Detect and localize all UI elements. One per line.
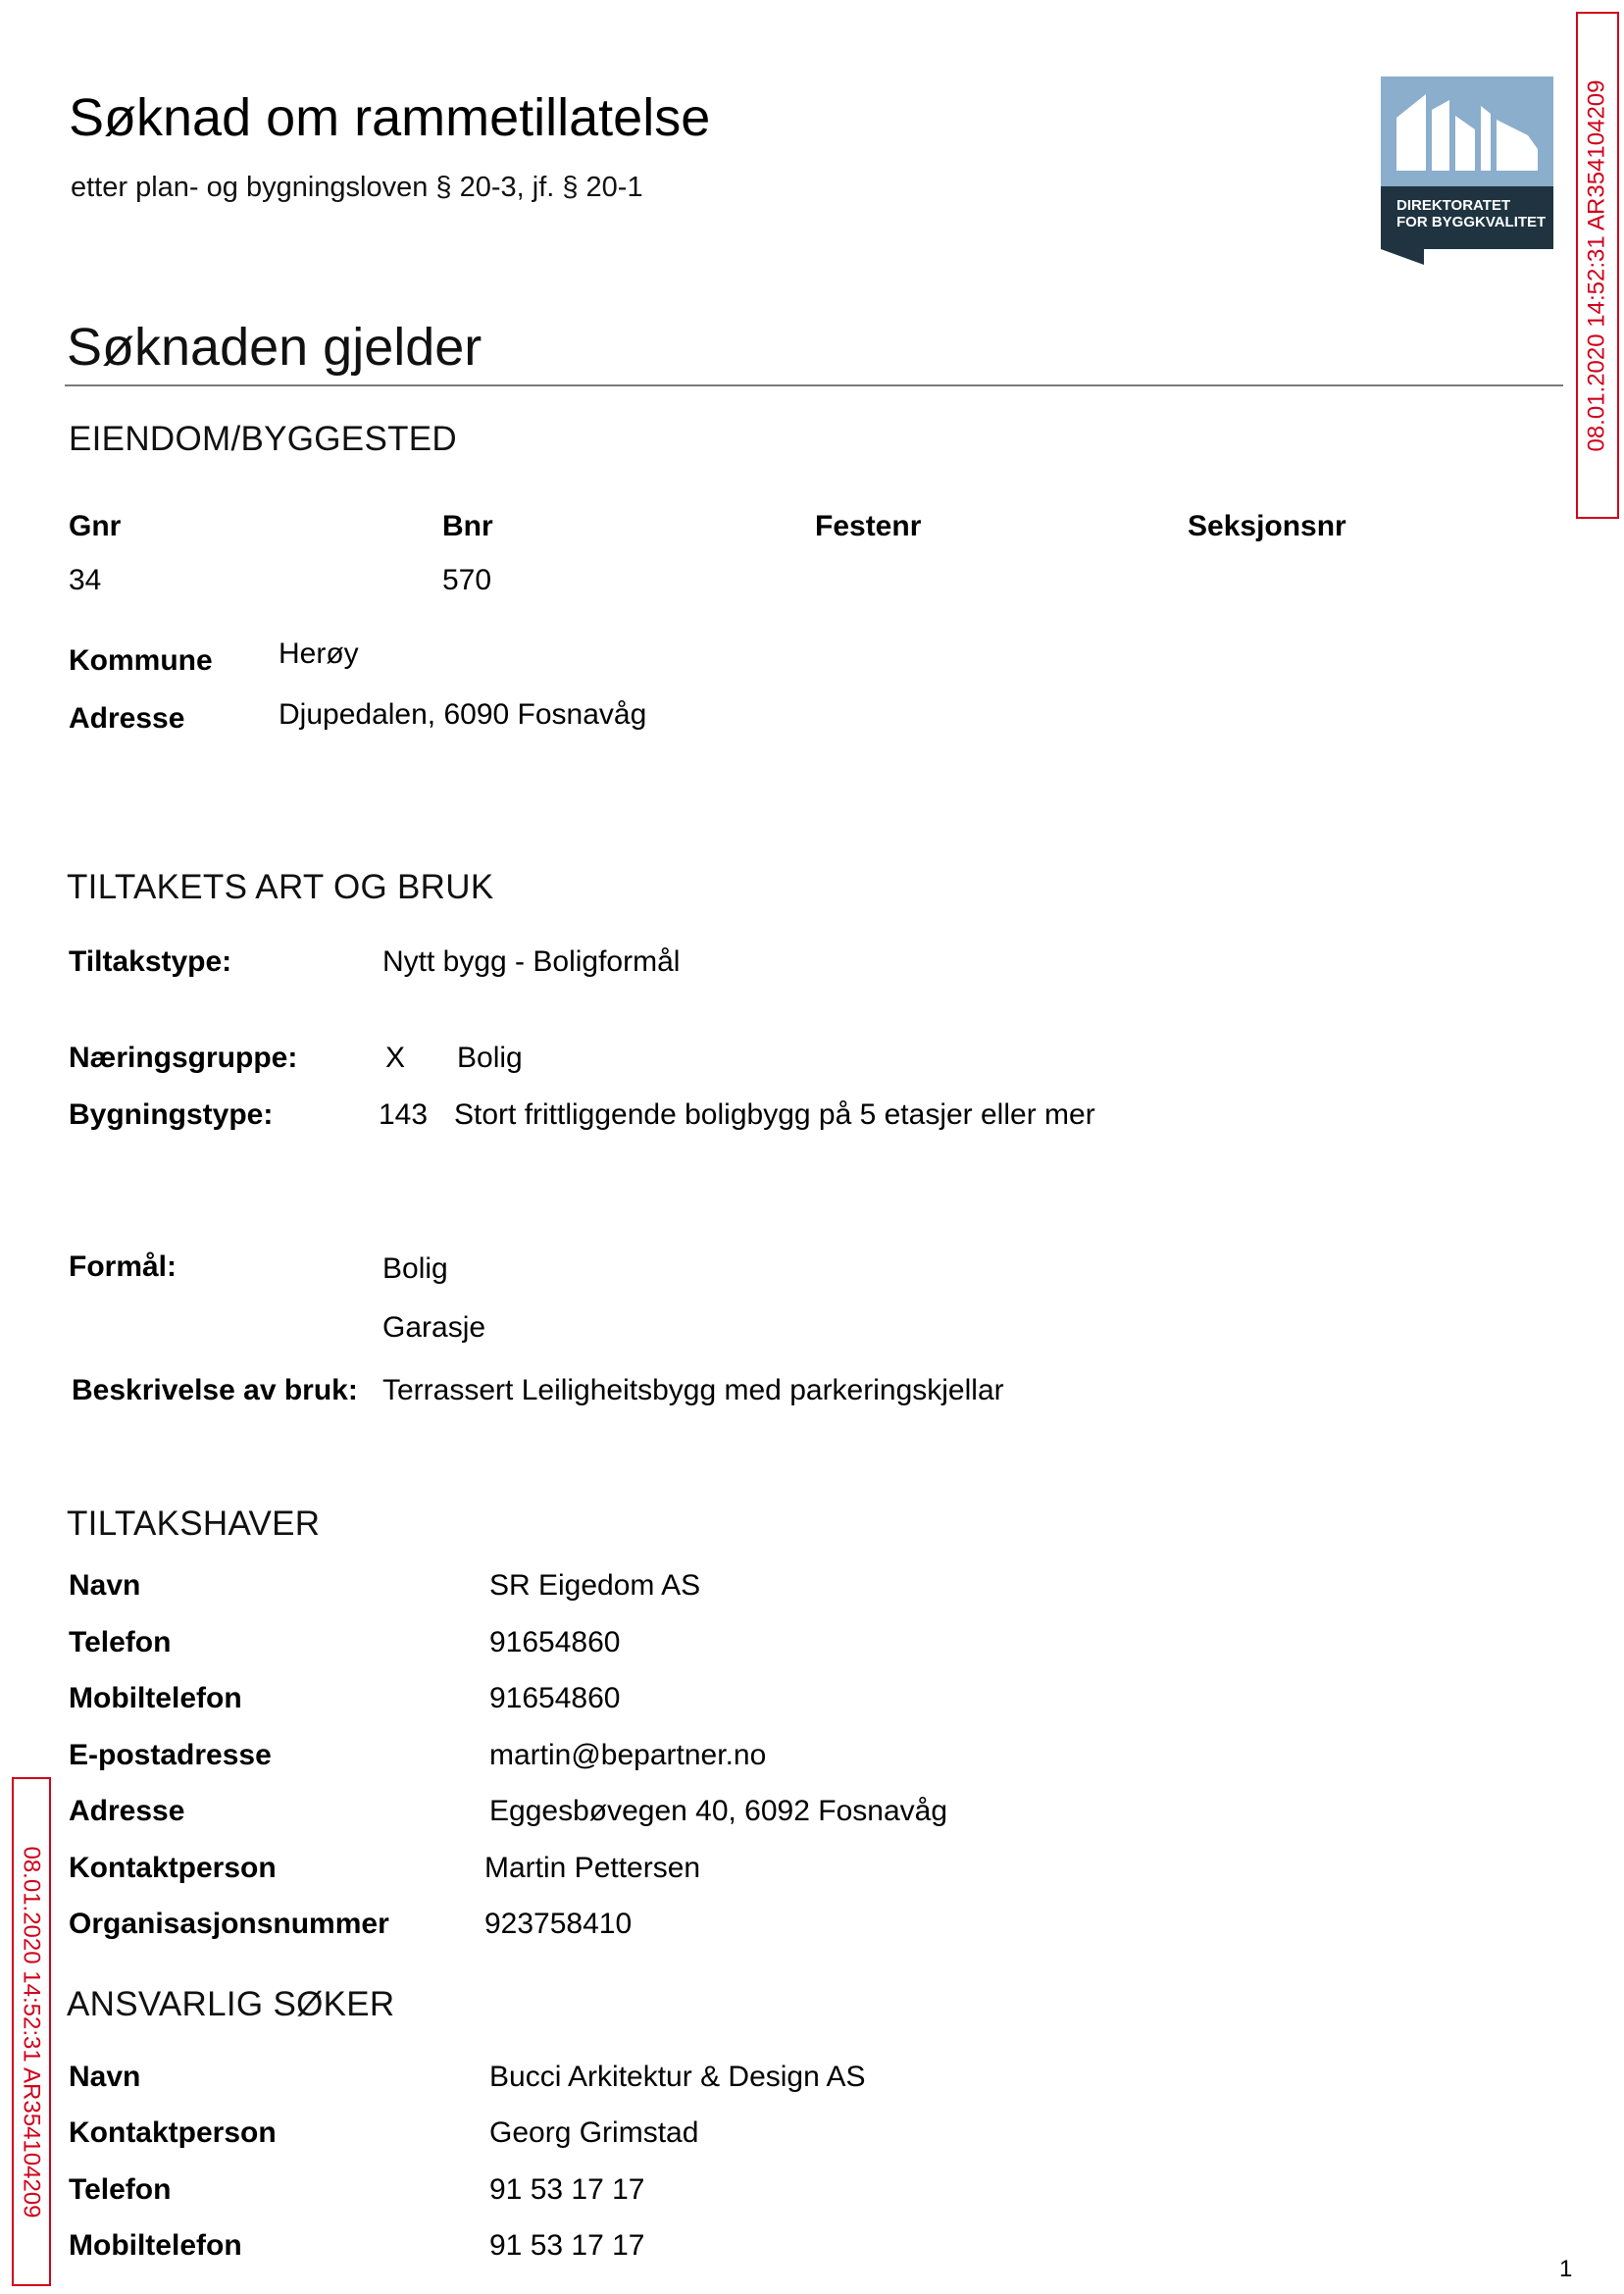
gnr-value: 34 <box>69 564 102 596</box>
tiltakshaver-orgnr-label: Organisasjonsnummer <box>69 1908 389 1940</box>
naeringsgruppe-label: Næringsgruppe: <box>69 1042 298 1074</box>
bnr-label: Bnr <box>442 510 493 542</box>
section-tiltakshaver-heading: TILTAKSHAVER <box>67 1504 321 1543</box>
date-stamp-left <box>12 1777 51 2286</box>
main-heading: Søknaden gjelder <box>67 318 482 377</box>
beskrivelse-value: Terrassert Leiligheitsbygg med parkeringskjellar <box>382 1374 1004 1406</box>
dibk-logo <box>1381 76 1553 265</box>
tiltakshaver-adresse-value: Eggesbøvegen 40, 6092 Fosnavåg <box>489 1795 948 1827</box>
tiltakshaver-navn-label: Navn <box>69 1569 141 1602</box>
tiltakshaver-telefon-label: Telefon <box>69 1626 172 1658</box>
seksjonsnr-label: Seksjonsnr <box>1188 510 1346 542</box>
tiltakshaver-kontaktperson-value: Martin Pettersen <box>484 1852 701 1884</box>
soker-telefon-value: 91 53 17 17 <box>489 2173 645 2206</box>
section-tiltak-heading: TILTAKETS ART OG BRUK <box>67 868 494 906</box>
formal-label: Formål: <box>69 1250 178 1283</box>
tiltakstype-value: Nytt bygg - Boligformål <box>382 945 681 978</box>
naeringsgruppe-code: X <box>385 1042 406 1074</box>
soker-mobil-value: 91 53 17 17 <box>489 2229 645 2262</box>
tiltakshaver-kontaktperson-label: Kontaktperson <box>69 1852 277 1884</box>
tiltakstype-label: Tiltakstype: <box>69 945 232 978</box>
naeringsgruppe-value: Bolig <box>457 1042 523 1074</box>
soker-navn-value: Bucci Arkitektur & Design AS <box>489 2061 866 2093</box>
date-stamp-right <box>1576 12 1619 519</box>
tiltakshaver-navn-value: SR Eigedom AS <box>489 1569 701 1602</box>
soker-kontaktperson-label: Kontaktperson <box>69 2116 277 2149</box>
adresse-label: Adresse <box>69 702 185 735</box>
section-eiendom-heading: EIENDOM/BYGGESTED <box>69 420 457 458</box>
page-number: 1 <box>1559 2256 1573 2282</box>
tiltakshaver-epost-label: E-postadresse <box>69 1739 272 1771</box>
tiltakshaver-mobil-label: Mobiltelefon <box>69 1682 242 1714</box>
soker-kontaktperson-value: Georg Grimstad <box>489 2116 699 2149</box>
gnr-label: Gnr <box>69 510 122 542</box>
kommune-label: Kommune <box>69 644 213 677</box>
bygningstype-code: 143 <box>379 1098 429 1131</box>
document-title: Søknad om rammetillatelse <box>69 88 711 147</box>
formal-value-1: Bolig <box>382 1252 448 1285</box>
soker-navn-label: Navn <box>69 2061 141 2093</box>
date-stamp-left-text: 08.01.2020 14:52:31 AR354104209 <box>19 1845 45 2218</box>
heading-divider <box>65 384 1563 386</box>
logo-line-1: DIREKTORATET <box>1396 197 1511 214</box>
date-stamp-right-text: 08.01.2020 14:52:31 AR354104209 <box>1584 78 1610 452</box>
logo-line-2: FOR BYGGKVALITET <box>1396 214 1547 230</box>
kommune-value: Herøy <box>279 637 359 670</box>
festenr-label: Festenr <box>815 510 922 542</box>
beskrivelse-label: Beskrivelse av bruk: <box>72 1374 358 1406</box>
tiltakshaver-epost-value: martin@bepartner.no <box>489 1739 767 1771</box>
bygningstype-label: Bygningstype: <box>69 1098 274 1131</box>
tiltakshaver-adresse-label: Adresse <box>69 1795 185 1827</box>
section-ansvarlig-soker-heading: ANSVARLIG SØKER <box>67 1985 395 2023</box>
bnr-value: 570 <box>442 564 492 596</box>
document-subtitle: etter plan- og bygningsloven § 20-3, jf. § 20-1 <box>71 172 643 203</box>
adresse-value: Djupedalen, 6090 Fosnavåg <box>279 698 647 731</box>
soker-telefon-label: Telefon <box>69 2173 172 2206</box>
formal-value-2: Garasje <box>382 1311 486 1344</box>
tiltakshaver-mobil-value: 91654860 <box>489 1682 621 1714</box>
tiltakshaver-telefon-value: 91654860 <box>489 1626 621 1658</box>
bygningstype-value: Stort frittliggende boligbygg på 5 etasjer eller mer <box>454 1098 1095 1131</box>
soker-mobil-label: Mobiltelefon <box>69 2229 242 2262</box>
tiltakshaver-orgnr-value: 923758410 <box>484 1908 633 1940</box>
